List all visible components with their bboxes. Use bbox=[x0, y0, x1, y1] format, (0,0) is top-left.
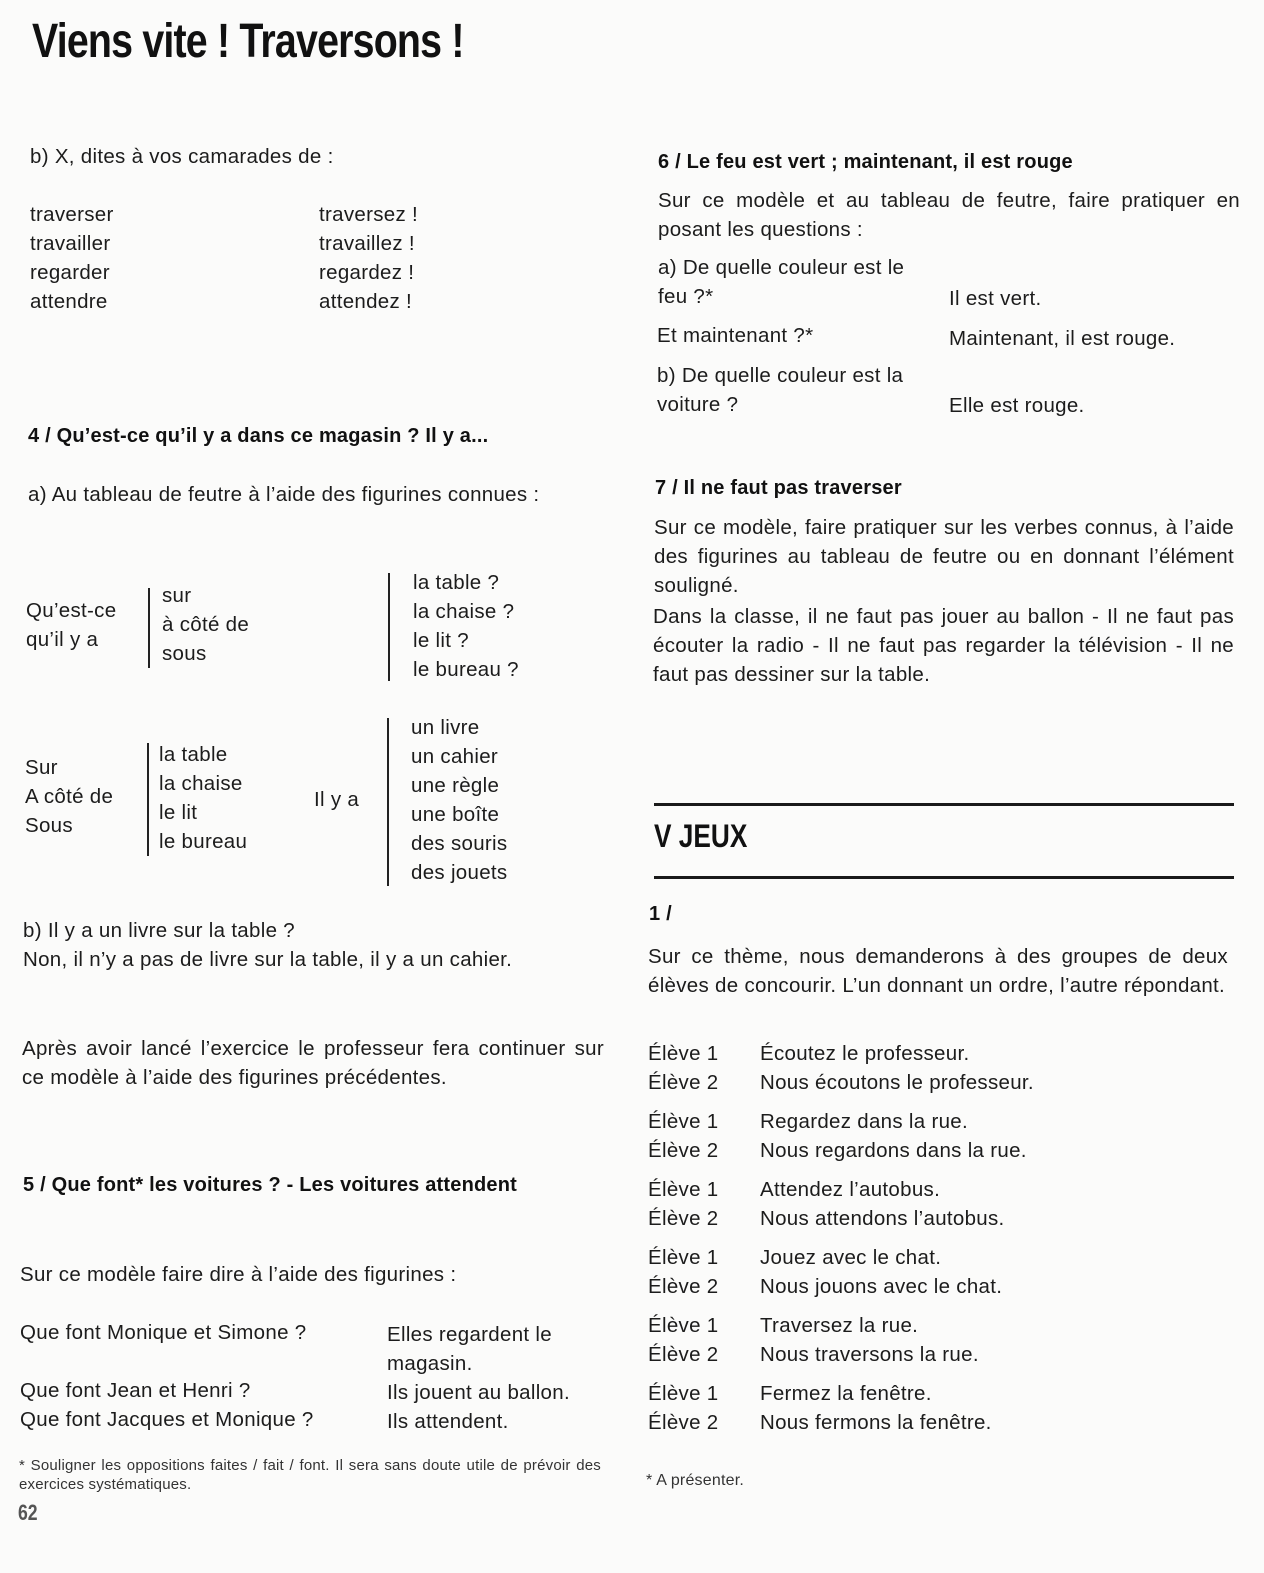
section-5-intro: Sur ce modèle faire dire à l’aide des figurines : bbox=[20, 1263, 457, 1286]
preposition: sous bbox=[162, 642, 207, 665]
dialogue-line: Regardez dans la rue. bbox=[760, 1110, 969, 1133]
jeux-intro: Sur ce thème, nous demanderons à des groupes de deux élèves de concourir. L’un donnant un ordre, l’autre répondant. bbox=[648, 945, 1228, 997]
section-4-b bbox=[23, 916, 605, 974]
item: une boîte bbox=[411, 803, 500, 826]
s5-question: Que font Jean et Henri ? bbox=[20, 1379, 251, 1402]
speaker: Élève 1 bbox=[648, 1178, 719, 1201]
table2-lead bbox=[25, 753, 113, 840]
place: la table bbox=[159, 743, 228, 766]
verb-imperative: traversez ! bbox=[319, 203, 418, 226]
dialogue-line: Nous jouons avec le chat. bbox=[760, 1275, 1003, 1298]
dialogue-line: Nous regardons dans la rue. bbox=[760, 1139, 1027, 1162]
dialogue-line: Nous traversons la rue. bbox=[760, 1343, 979, 1366]
item: un livre bbox=[411, 716, 480, 739]
dialogue-line: Fermez la fenêtre. bbox=[760, 1382, 932, 1405]
s5-answer: Ils attendent. bbox=[387, 1410, 509, 1433]
table2-lead-line: Sur bbox=[25, 756, 58, 779]
table2-items bbox=[411, 713, 507, 887]
dialogue-pair bbox=[648, 1039, 1238, 1097]
section-6-answer-maintenant: Maintenant, il est rouge. bbox=[949, 327, 1176, 350]
dialogue-pair bbox=[648, 1175, 1238, 1233]
section-7-intro: Sur ce modèle, faire pratiquer sur les verbes connus, à l’aide des figurines au tableau de feutre ou en donnant l’élément souligné. bbox=[654, 516, 1234, 597]
table1-objects bbox=[413, 568, 519, 684]
verb-infinitive-list bbox=[30, 200, 114, 316]
dialogue-line: Jouez avec le chat. bbox=[760, 1246, 942, 1269]
item: des souris bbox=[411, 832, 508, 855]
section-7-heading: 7 / Il ne faut pas traverser bbox=[655, 477, 902, 499]
verb-imperative-list bbox=[319, 200, 418, 316]
speaker: Élève 2 bbox=[648, 1207, 719, 1230]
preposition: à côté de bbox=[162, 613, 250, 636]
table1-lead-line: qu’il y a bbox=[26, 628, 99, 651]
section-6-answer-a: Il est vert. bbox=[949, 287, 1042, 310]
dialogue-line: Traversez la rue. bbox=[760, 1314, 919, 1337]
table1-prepositions bbox=[162, 581, 249, 668]
section-6-answer-b: Elle est rouge. bbox=[949, 394, 1085, 417]
section-5-heading: 5 / Que font* les voitures ? - Les voitures attendent bbox=[23, 1174, 518, 1196]
table1-divider-1 bbox=[148, 588, 150, 668]
section-5-answers bbox=[387, 1320, 607, 1436]
table1-lead bbox=[26, 596, 116, 654]
section-6-q-a: a) De quelle couleur est le feu ?* bbox=[658, 256, 905, 308]
speaker: Élève 2 bbox=[648, 1071, 719, 1094]
object: le lit ? bbox=[413, 629, 469, 652]
item: des jouets bbox=[411, 861, 508, 884]
table1-lead-line: Qu’est-ce bbox=[26, 599, 117, 622]
verb-imperative: attendez ! bbox=[319, 290, 413, 313]
section-4-a-text: a) Au tableau de feutre à l’aide des figurines connues : bbox=[28, 483, 540, 506]
verb-infinitive: regarder bbox=[30, 261, 110, 284]
s5-question: Que font Monique et Simone ? bbox=[20, 1321, 307, 1344]
verb-infinitive: attendre bbox=[30, 290, 108, 313]
verb-imperative: travaillez ! bbox=[319, 232, 415, 255]
jeux-top-rule bbox=[654, 803, 1234, 806]
s5-answer: Elles regardent le magasin. bbox=[387, 1323, 552, 1375]
speaker: Élève 2 bbox=[648, 1343, 719, 1366]
dialogue-pair bbox=[648, 1243, 1238, 1301]
dialogue-pair bbox=[648, 1311, 1238, 1369]
preposition: sur bbox=[162, 584, 192, 607]
verb-imperative: regardez ! bbox=[319, 261, 415, 284]
speaker: Élève 2 bbox=[648, 1275, 719, 1298]
speaker: Élève 2 bbox=[648, 1411, 719, 1434]
object: le bureau ? bbox=[413, 658, 519, 681]
section-6-q-maintenant: Et maintenant ?* bbox=[657, 324, 814, 347]
dialogue-pair bbox=[648, 1107, 1238, 1165]
speaker: Élève 1 bbox=[648, 1042, 719, 1065]
place: le bureau bbox=[159, 830, 248, 853]
section-6-intro: Sur ce modèle et au tableau de feutre, faire pratiquer en posant les questions : bbox=[658, 189, 1240, 241]
item: une règle bbox=[411, 774, 500, 797]
speaker: Élève 1 bbox=[648, 1314, 719, 1337]
s5-answer: Ils jouent au ballon. bbox=[387, 1381, 570, 1404]
speaker: Élève 1 bbox=[648, 1246, 719, 1269]
section-6-heading: 6 / Le feu est vert ; maintenant, il est rouge bbox=[658, 151, 1073, 173]
dialogue-line: Attendez l’autobus. bbox=[760, 1178, 941, 1201]
section-5-questions bbox=[20, 1318, 390, 1434]
verb-infinitive: traverser bbox=[30, 203, 114, 226]
b-answer: Non, il n’y a pas de livre sur la table, il y a un cahier. bbox=[23, 948, 513, 971]
speaker: Élève 1 bbox=[648, 1382, 719, 1405]
b-question: b) Il y a un livre sur la table ? bbox=[23, 919, 295, 942]
dialogue-line: Nous écoutons le professeur. bbox=[760, 1071, 1034, 1094]
jeux-title: V JEUX bbox=[654, 818, 748, 854]
page-title: Viens vite ! Traversons ! bbox=[32, 15, 464, 68]
section-7-examples: Dans la classe, il ne faut pas jouer au ballon - Il ne faut pas écouter la radio - Il ne faut pas regarder la télévision - Il ne faut pas dessiner sur la table. bbox=[653, 605, 1234, 686]
table2-lead-line: A côté de bbox=[25, 785, 114, 808]
table2-places bbox=[159, 740, 247, 856]
speaker: Élève 2 bbox=[648, 1139, 719, 1162]
dialogue-line: Écoutez le professeur. bbox=[760, 1042, 970, 1065]
table1-divider-2 bbox=[388, 573, 390, 681]
table2-lead-line: Sous bbox=[25, 814, 73, 837]
place: le lit bbox=[159, 801, 198, 824]
verb-infinitive: travailler bbox=[30, 232, 111, 255]
exercise-b-intro: b) X, dites à vos camarades de : bbox=[30, 145, 334, 168]
table2-il-y-a: Il y a bbox=[314, 788, 360, 811]
section-4-heading: 4 / Qu’est-ce qu’il y a dans ce magasin ? Il y a... bbox=[28, 425, 489, 447]
speaker: Élève 1 bbox=[648, 1110, 719, 1133]
jeux-subsection-1: 1 / bbox=[649, 903, 672, 925]
page-number: 62 bbox=[18, 1500, 38, 1525]
object: la table ? bbox=[413, 571, 500, 594]
jeux-dialogues bbox=[648, 1039, 1238, 1437]
table2-divider-2 bbox=[387, 718, 389, 886]
table2-divider-1 bbox=[147, 743, 149, 856]
section-6-q-b: b) De quelle couleur est la voiture ? bbox=[657, 364, 904, 416]
item: un cahier bbox=[411, 745, 499, 768]
object: la chaise ? bbox=[413, 600, 515, 623]
section-4-note: Après avoir lancé l’exercice le professeur fera continuer sur ce modèle à l’aide des figurines précédentes. bbox=[22, 1037, 604, 1089]
place: la chaise bbox=[159, 772, 243, 795]
dialogue-line: Nous fermons la fenêtre. bbox=[760, 1411, 992, 1434]
jeux-footnote: * A présenter. bbox=[646, 1472, 744, 1489]
dialogue-line: Nous attendons l’autobus. bbox=[760, 1207, 1005, 1230]
dialogue-pair bbox=[648, 1379, 1238, 1437]
s5-question: Que font Jacques et Monique ? bbox=[20, 1408, 314, 1431]
jeux-bottom-rule bbox=[654, 876, 1234, 879]
section-5-footnote: * Souligner les oppositions faites / fait / font. Il sera sans doute utile de prévoir des exercices systématiques. bbox=[19, 1457, 601, 1493]
